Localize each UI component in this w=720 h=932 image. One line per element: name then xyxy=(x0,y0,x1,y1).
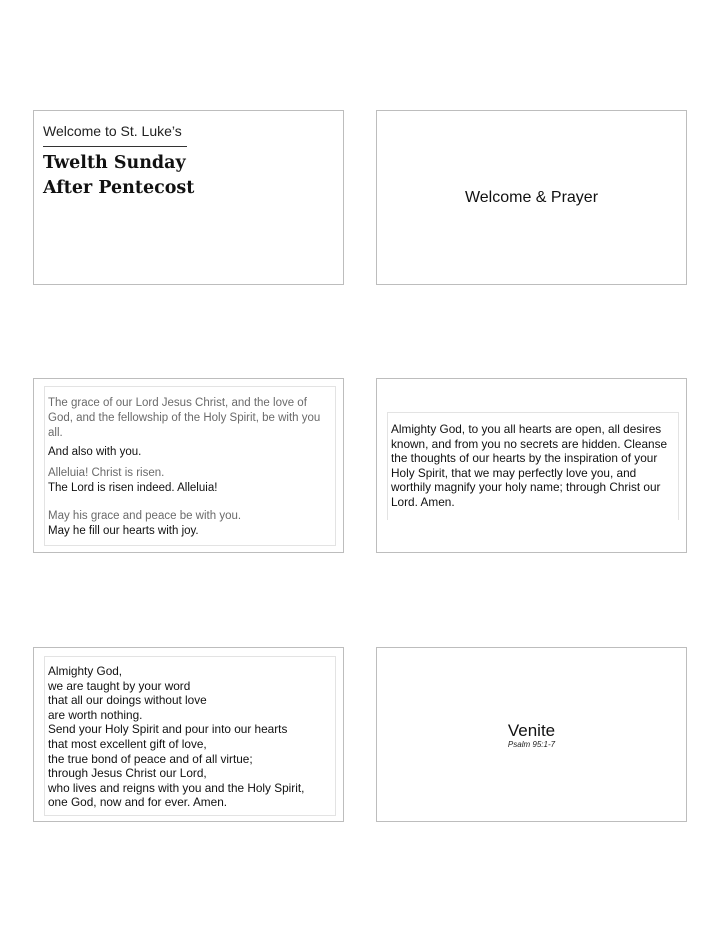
slide-greeting[interactable] xyxy=(33,378,344,553)
prayer-text: Almighty God, to you all hearts are open, all desires known, and from you no secrets are hidden. Cleanse the thoughts of our hearts by the inspiration of your Holy Spirit, that we may perfectly love you, and worthily magnify your holy name; through Christ our Lord. Amen. xyxy=(391,422,668,509)
title-divider xyxy=(43,146,187,147)
greeting-text: The grace of our Lord Jesus Christ, and the love of God, and the fellowship of the Holy Spirit, be with you all. xyxy=(48,397,321,439)
slide-collect-of-the-day[interactable] xyxy=(33,647,344,822)
greeting-text-box xyxy=(44,386,336,546)
canticle-title: Venite xyxy=(507,721,556,740)
peace-response: May he fill our hearts with joy. xyxy=(48,525,199,537)
slide-venite[interactable] xyxy=(376,647,687,822)
slide-title[interactable] xyxy=(33,110,344,285)
collect-text-box xyxy=(44,656,336,816)
service-title: Twelth Sunday After Pentecost xyxy=(43,153,195,198)
section-title: Welcome & Prayer xyxy=(464,189,599,206)
greeting-response: And also with you. xyxy=(48,446,142,458)
welcome-subtitle: Welcome to St. Luke’s xyxy=(43,123,182,139)
slide-welcome-prayer[interactable] xyxy=(376,110,687,285)
prayer-text-box xyxy=(387,412,679,520)
collect-text: Almighty God, we are taught by your word that all our doings without love are worth nothing. Send your Holy Spirit and pour into our hearts that most excellent gift of love, the true bond of peace and of all virtue; through Jesus Christ our Lord, who lives and reigns with you and the Holy Spirit, one God, now and for ever. Amen. xyxy=(48,664,305,810)
acclamation-text: Alleluia! Christ is risen. xyxy=(48,467,165,479)
peace-text: May his grace and peace be with you. xyxy=(48,510,242,522)
acclamation-response: The Lord is risen indeed. Alleluia! xyxy=(48,482,218,494)
psalm-reference: Psalm 95:1-7 xyxy=(507,740,556,749)
slide-collect-for-purity[interactable] xyxy=(376,378,687,553)
